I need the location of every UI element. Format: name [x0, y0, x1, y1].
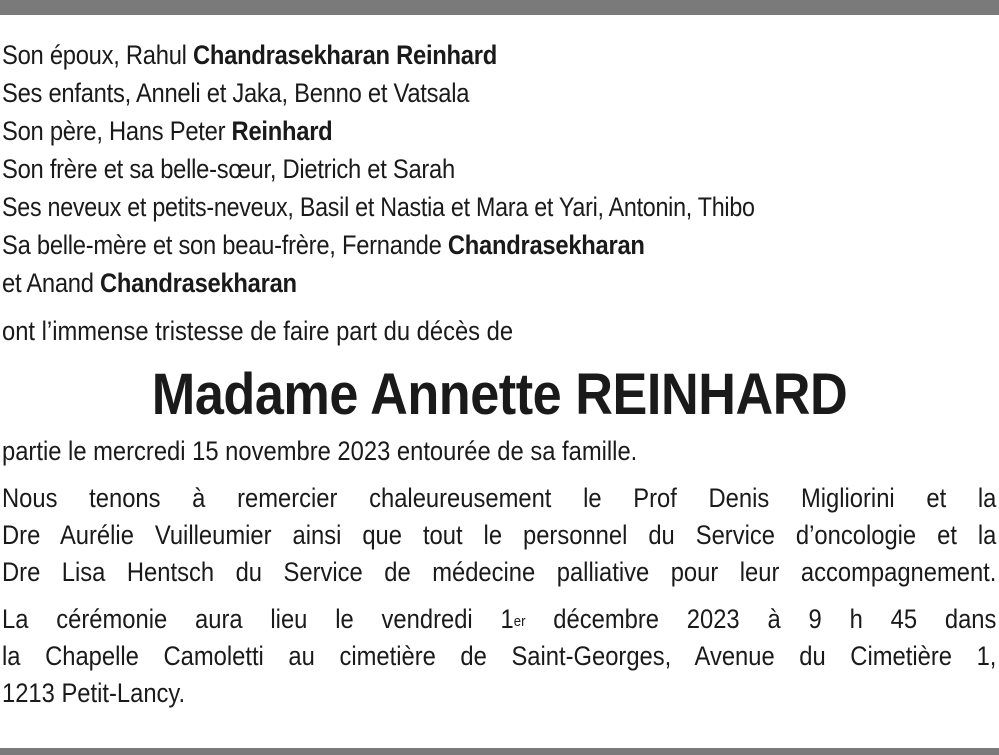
family-line	[2, 226, 878, 264]
deceased-name: Madame Annette REINHARD	[151, 362, 848, 427]
ordinal-superscript: er	[513, 613, 526, 630]
family-line-text: et Anand	[2, 268, 101, 298]
family-line-text: Son époux, Rahul	[2, 40, 194, 70]
ceremony-text: décembre 2023 à 9 h 45 dans	[525, 604, 997, 634]
ceremony-paragraph	[2, 601, 997, 712]
thanks-line: Dre Lisa Hentsch du Service de médecine palliative pour leur accompagnement.	[2, 557, 997, 587]
top-rule	[0, 0, 999, 15]
family-line-surname: Chandrasekharan	[447, 230, 645, 260]
family-line-text: Son père, Hans Peter	[2, 116, 232, 146]
family-line-text: Sa belle-mère et son beau-frère, Fernande	[2, 230, 448, 260]
bottom-rule	[0, 748, 999, 755]
passing-date-text: partie le mercredi 15 novembre 2023 entourée de sa famille.	[2, 436, 638, 466]
family-line	[2, 188, 860, 226]
family-line-text: Ses neveux et petits-neveux, Basil et Nastia et Mara et Yari, Antonin, Thibo	[2, 192, 755, 222]
ceremony-text: La cérémonie aura lieu le vendredi 1	[2, 604, 514, 634]
family-line	[2, 112, 878, 150]
ceremony-line: la Chapelle Camoletti au cimetière de Saint-Georges, Avenue du Cimetière 1,	[2, 641, 997, 671]
family-line-surname: Reinhard	[231, 116, 333, 146]
family-line	[2, 36, 878, 74]
family-line	[2, 264, 878, 302]
ceremony-line: 1213 Petit-Lancy.	[2, 678, 186, 708]
family-line-surname: Chandrasekharan	[100, 268, 297, 298]
family-line-text: Ses enfants, Anneli et Jaka, Benno et Vatsala	[2, 78, 470, 108]
family-line	[2, 74, 878, 112]
family-line	[2, 150, 878, 188]
thanks-line: Nous tenons à remercier chaleureusement le Prof Denis Migliorini et la	[2, 483, 997, 513]
family-list	[2, 36, 997, 302]
announcement-text: ont l’immense tristesse de faire part du décès de	[2, 316, 514, 346]
thanks-line: Dre Aurélie Vuilleumier ainsi que tout le personnel du Service d’oncologie et la	[2, 520, 997, 550]
obituary-notice	[2, 36, 997, 712]
ceremony-line	[2, 601, 996, 638]
family-line-text: Son frère et sa belle-sœur, Dietrich et Sarah	[2, 154, 455, 184]
family-line-surname: Chandrasekharan Reinhard	[193, 40, 497, 70]
thanks-paragraph	[2, 480, 997, 591]
